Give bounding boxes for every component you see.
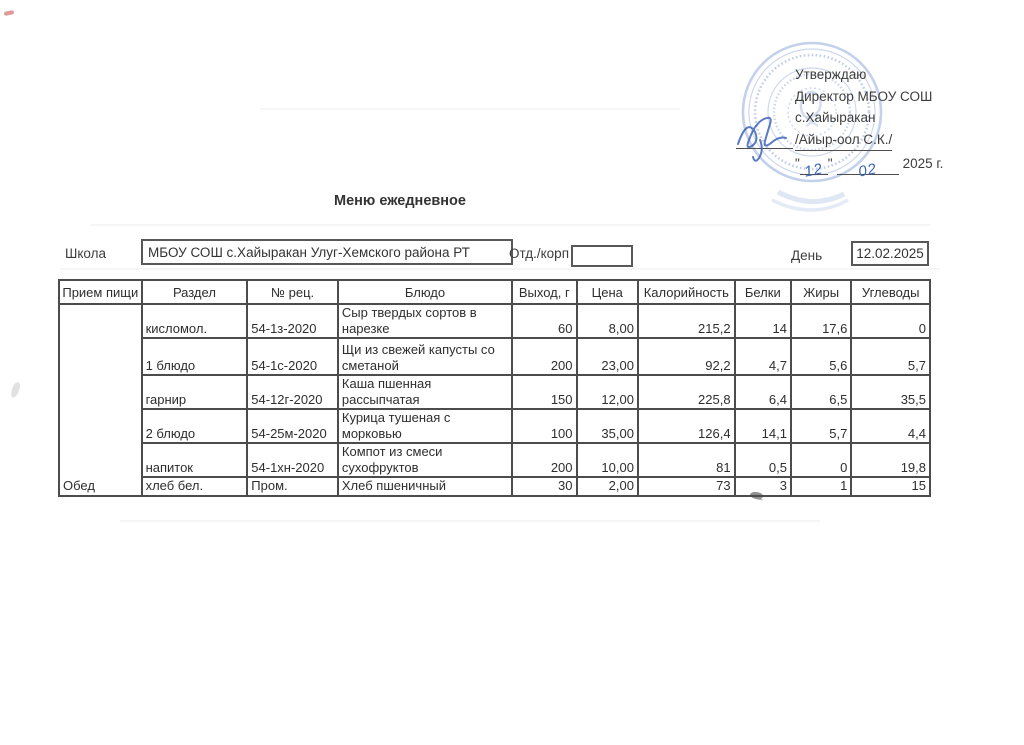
table-row — [59, 443, 930, 477]
protein-cell: 4,7 — [735, 338, 791, 375]
carbs-cell: 0 — [851, 304, 930, 338]
fat-cell: 5,7 — [791, 409, 851, 443]
section-cell: 2 блюдо — [142, 409, 248, 443]
carbs-cell: 35,5 — [851, 375, 930, 409]
calories-cell: 81 — [638, 443, 735, 477]
section-cell: 1 блюдо — [142, 338, 248, 375]
section-cell: гарнир — [142, 375, 248, 409]
menu-table — [58, 279, 931, 497]
col-meal: Прием пищи — [59, 280, 142, 304]
year-suffix: 2025 г. — [902, 156, 944, 171]
calories-cell: 73 — [638, 477, 735, 496]
col-calories: Калорийность — [638, 280, 735, 304]
protein-cell: 14,1 — [735, 409, 791, 443]
col-protein: Белки — [735, 280, 791, 304]
calories-cell: 92,2 — [638, 338, 735, 375]
table-row — [59, 409, 930, 443]
output-cell: 100 — [512, 409, 576, 443]
price-cell: 23,00 — [577, 338, 638, 375]
col-carbs: Углеводы — [851, 280, 930, 304]
table-header-row — [59, 280, 930, 304]
col-fat: Жиры — [791, 280, 851, 304]
page-title: Меню ежедневное — [334, 193, 466, 209]
carbs-cell: 5,7 — [851, 338, 930, 375]
dish-cell: Курица тушеная с морковью — [338, 409, 512, 443]
school-label: Школа — [65, 246, 107, 261]
section-cell: напиток — [142, 443, 248, 477]
output-cell: 150 — [512, 375, 576, 409]
price-cell: 12,00 — [577, 375, 638, 409]
output-cell: 30 — [512, 477, 576, 496]
col-output: Выход, г — [512, 280, 576, 304]
protein-cell: 0,5 — [735, 443, 791, 477]
price-cell: 8,00 — [577, 304, 638, 338]
section-cell: кисломол. — [142, 304, 248, 338]
calories-cell: 126,4 — [638, 409, 735, 443]
fat-cell: 6,5 — [791, 375, 851, 409]
dish-cell: Каша пшенная рассыпчатая — [338, 375, 512, 409]
quote-close: " — [827, 156, 833, 171]
section-cell: хлеб бел. — [142, 477, 248, 496]
carbs-cell: 15 — [851, 477, 930, 496]
col-section: Раздел — [142, 280, 248, 304]
date-month-blank — [837, 158, 899, 181]
protein-cell: 3 — [735, 477, 791, 496]
protein-cell: 6,4 — [735, 375, 791, 409]
dish-cell: Компот из смеси сухофруктов — [338, 443, 512, 477]
carbs-cell: 19,8 — [851, 443, 930, 477]
approval-date-line — [795, 153, 944, 181]
dept-box — [571, 245, 633, 267]
output-cell: 200 — [512, 443, 576, 477]
recipe-cell: 54-1хн-2020 — [247, 443, 338, 477]
col-recipe: № рец. — [247, 280, 338, 304]
approval-director-name: /Айыр-оол С.К./ — [795, 129, 892, 152]
table-row — [59, 338, 930, 375]
approval-line-village: с.Хайыракан — [795, 110, 876, 125]
col-price: Цена — [577, 280, 638, 304]
table-row — [59, 375, 930, 409]
school-name-box: МБОУ СОШ с.Хайыракан Улуг-Хемского района РТ — [141, 239, 513, 265]
handwritten-month: 02 — [857, 159, 879, 181]
pencil-smudge — [10, 381, 22, 398]
col-dish: Блюдо — [338, 280, 512, 304]
recipe-cell: 54-12г-2020 — [247, 375, 338, 409]
scan-streak — [60, 268, 940, 270]
meal-cell: Обед — [59, 304, 142, 496]
fat-cell: 17,6 — [791, 304, 851, 338]
fat-cell: 5,6 — [791, 338, 851, 375]
scan-streak — [90, 224, 930, 226]
day-date-box: 12.02.2025 — [851, 241, 929, 266]
dish-cell: Щи из свежей капусты со сметаной — [338, 338, 512, 375]
quote-open: " — [795, 156, 800, 171]
date-day-blank — [800, 158, 828, 181]
approval-block — [795, 64, 944, 181]
day-label: День — [791, 248, 823, 263]
recipe-cell: 54-1с-2020 — [247, 338, 338, 375]
fat-cell: 1 — [791, 477, 851, 496]
scan-streak — [260, 108, 680, 110]
output-cell: 60 — [512, 304, 576, 338]
red-pen-speck — [4, 10, 15, 16]
dept-label: Отд./корп — [509, 246, 569, 261]
price-cell: 10,00 — [577, 443, 638, 477]
scan-streak — [120, 520, 820, 522]
dish-cell: Сыр твердых сортов в нарезке — [338, 304, 512, 338]
fat-cell: 0 — [791, 443, 851, 477]
output-cell: 200 — [512, 338, 576, 375]
recipe-cell: 54-1з-2020 — [247, 304, 338, 338]
approval-line-director: Директор МБОУ СОШ — [795, 88, 933, 104]
table-row — [59, 304, 930, 338]
dish-cell: Хлеб пшеничный — [338, 477, 512, 496]
recipe-cell: 54-25м-2020 — [247, 409, 338, 443]
price-cell: 2,00 — [577, 477, 638, 496]
approval-line-utverzhdayu: Утверждаю — [795, 67, 867, 82]
handwritten-day: 12 — [803, 159, 826, 181]
price-cell: 35,00 — [577, 409, 638, 443]
protein-cell: 14 — [735, 304, 791, 338]
recipe-cell: Пром. — [247, 477, 338, 496]
carbs-cell: 4,4 — [851, 409, 930, 443]
table-row — [59, 477, 930, 496]
calories-cell: 215,2 — [638, 304, 735, 338]
calories-cell: 225,8 — [638, 375, 735, 409]
